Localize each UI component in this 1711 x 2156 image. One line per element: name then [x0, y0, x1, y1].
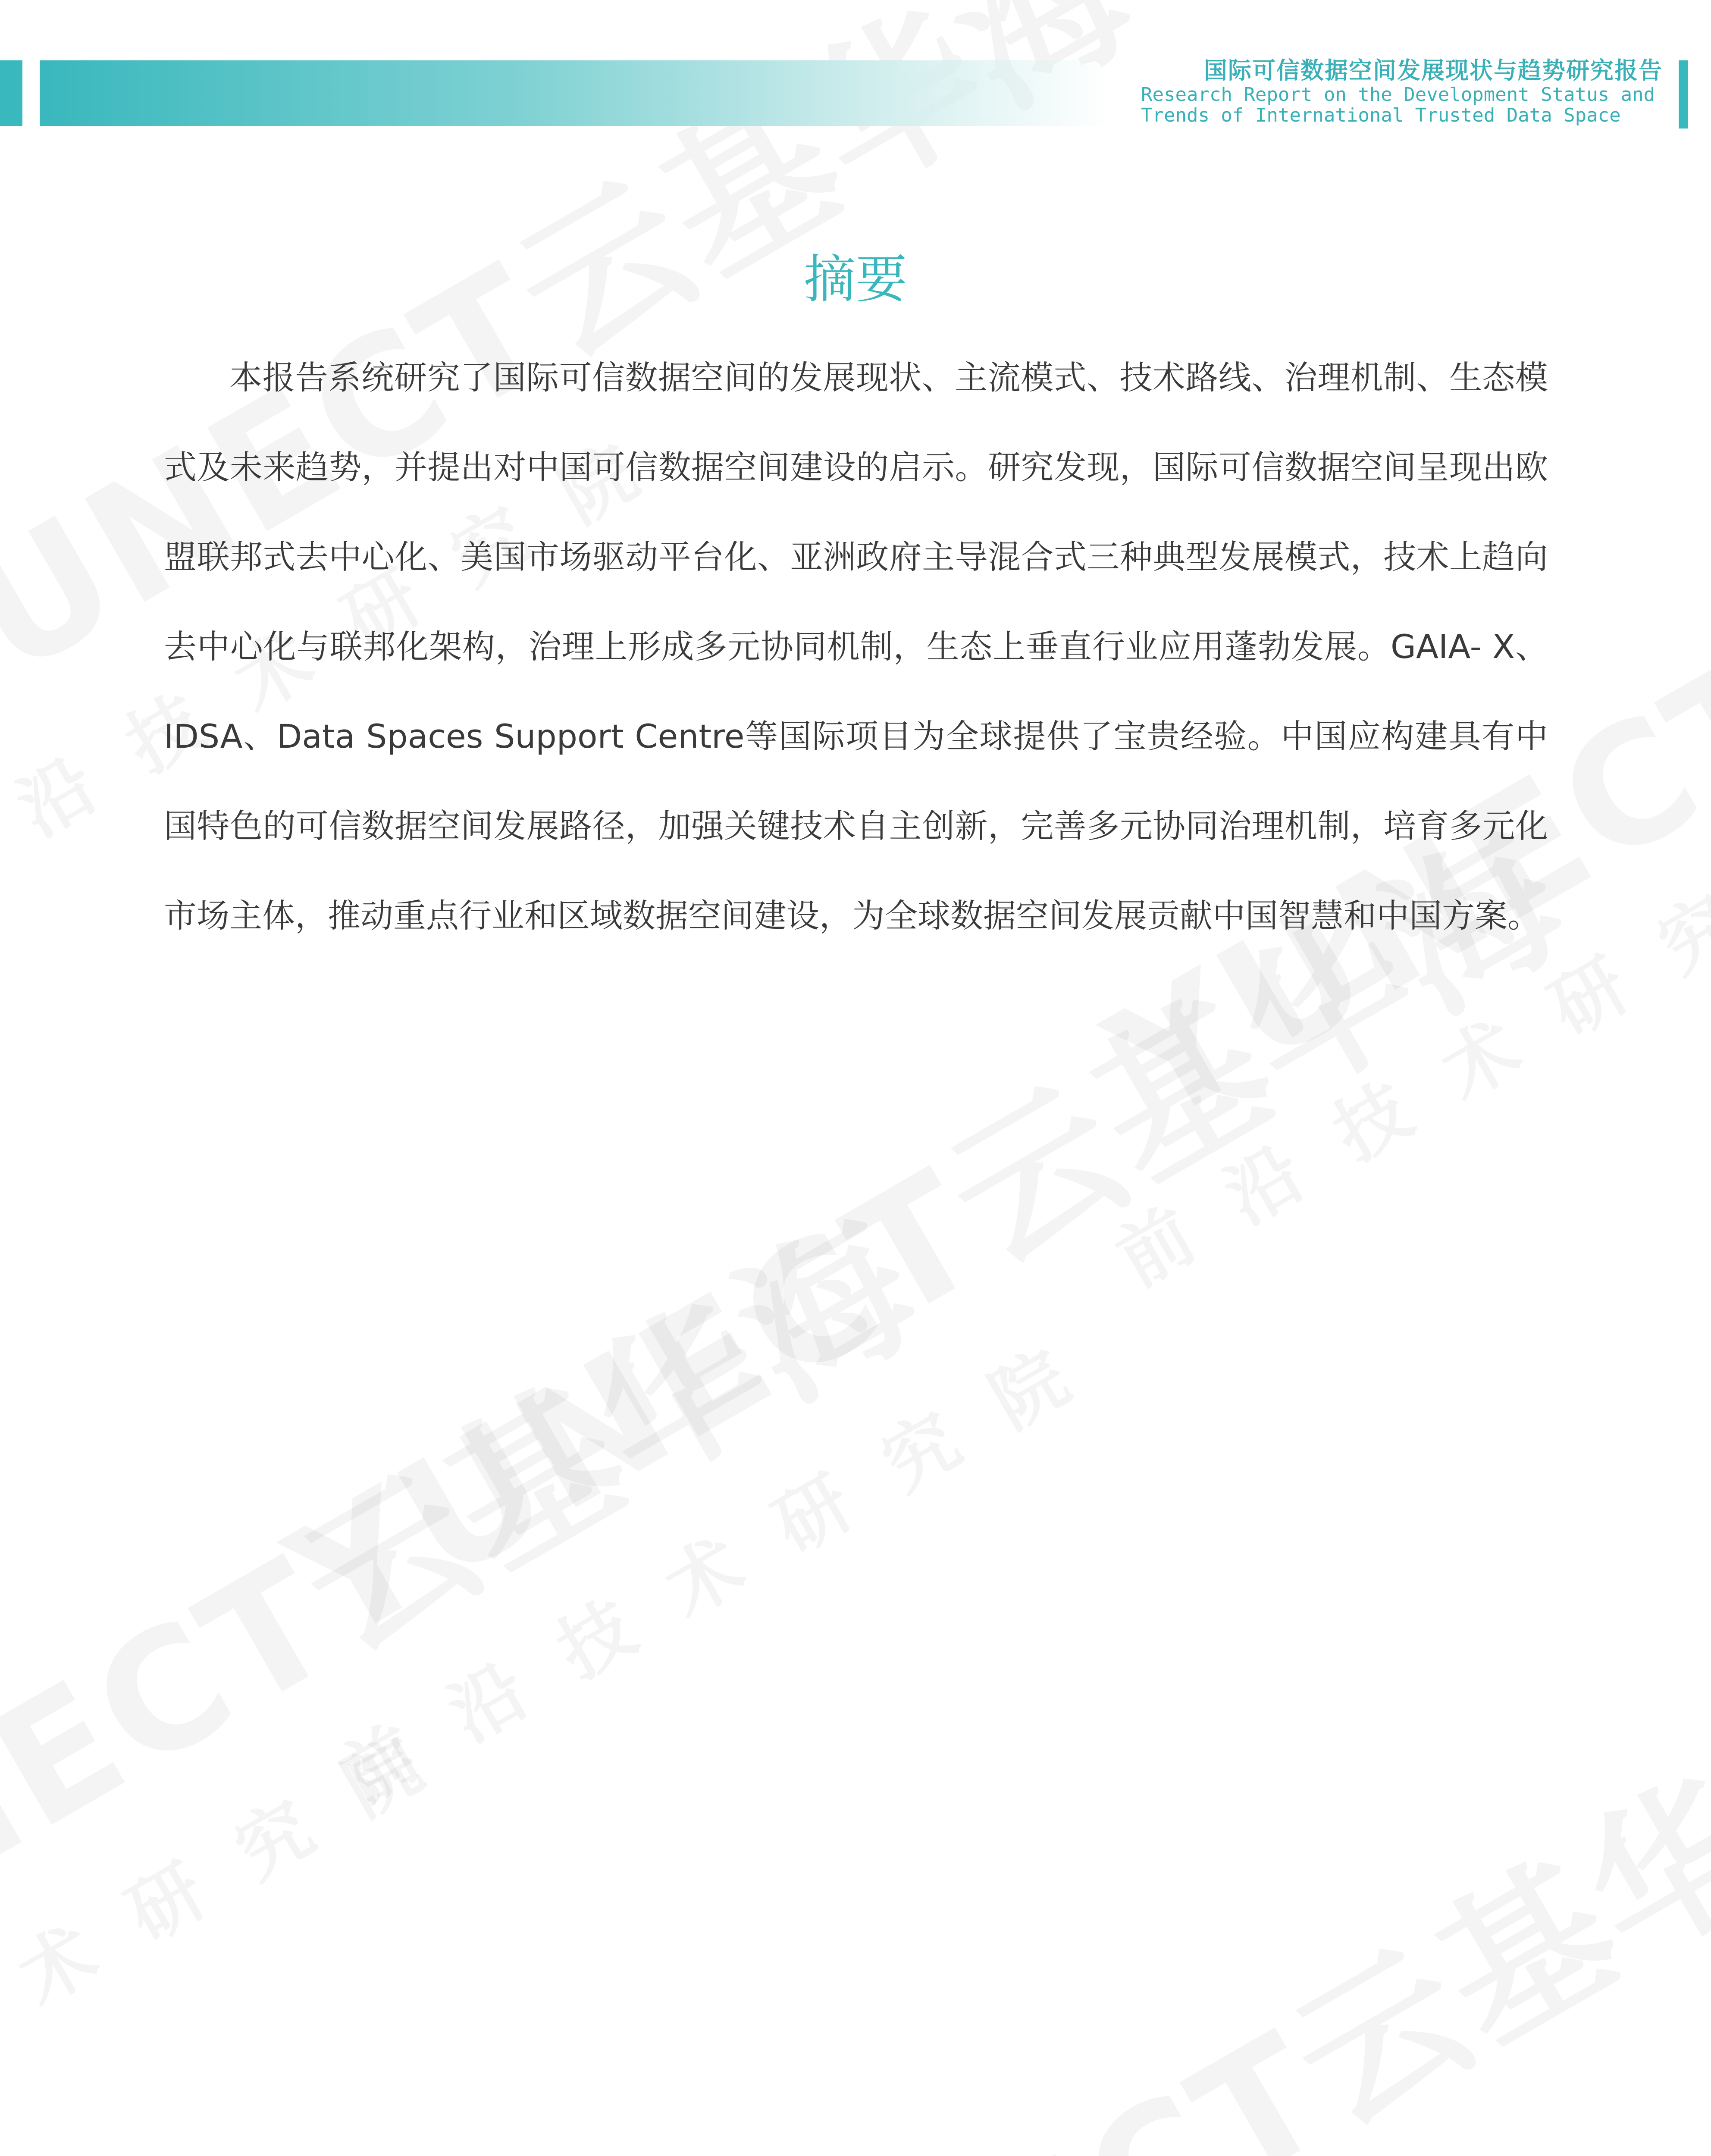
running-header-cn: 国际可信数据空间发展现状与趋势研究报告 — [1204, 57, 1663, 84]
header-accent-right — [1679, 60, 1688, 128]
running-header-en-line1: Research Report on the Development Status and — [1141, 84, 1655, 106]
header-gradient-band — [40, 60, 1109, 126]
watermark-sub — [319, 1294, 1130, 1823]
watermark-brand — [588, 1629, 1711, 2156]
page-title: 摘要 — [804, 250, 907, 310]
running-header — [1141, 57, 1663, 126]
header-accent-left — [0, 60, 22, 126]
abstract-paragraph: 本报告系统研究了国际可信数据空间的发展现状、主流模式、技术路线、治理机制、生态模式及未来趋势，并提出对中国可信数据空间建设的启示。研究发现，国际可信数据空间呈现出欧盟联邦式去中心化、美国市场驱动平台化、亚洲政府主导混合式三种典型发展模式，技术上趋向去中心化与联邦化架构，治理上形成多元协同机制，生态上垂直行业应用蓬勃发展。GAIA- X、IDSA、Data Spaces Support Centre等国际项目为全球提供了宝贵经验。中国应构建具有中国特色的可信数据空间发展路径，加强关键技术自主创新，完善多元协同治理机制，培育多元化市场主体，推动重点行业和区域数据空间建设，为全球数据空间发展贡献中国智慧和中国方案。 — [164, 358, 1548, 935]
running-header-en-line2: Trends of International Trusted Data Space — [1141, 104, 1621, 126]
watermark-sub — [0, 1682, 483, 2156]
watermark-brand — [0, 1154, 953, 2074]
